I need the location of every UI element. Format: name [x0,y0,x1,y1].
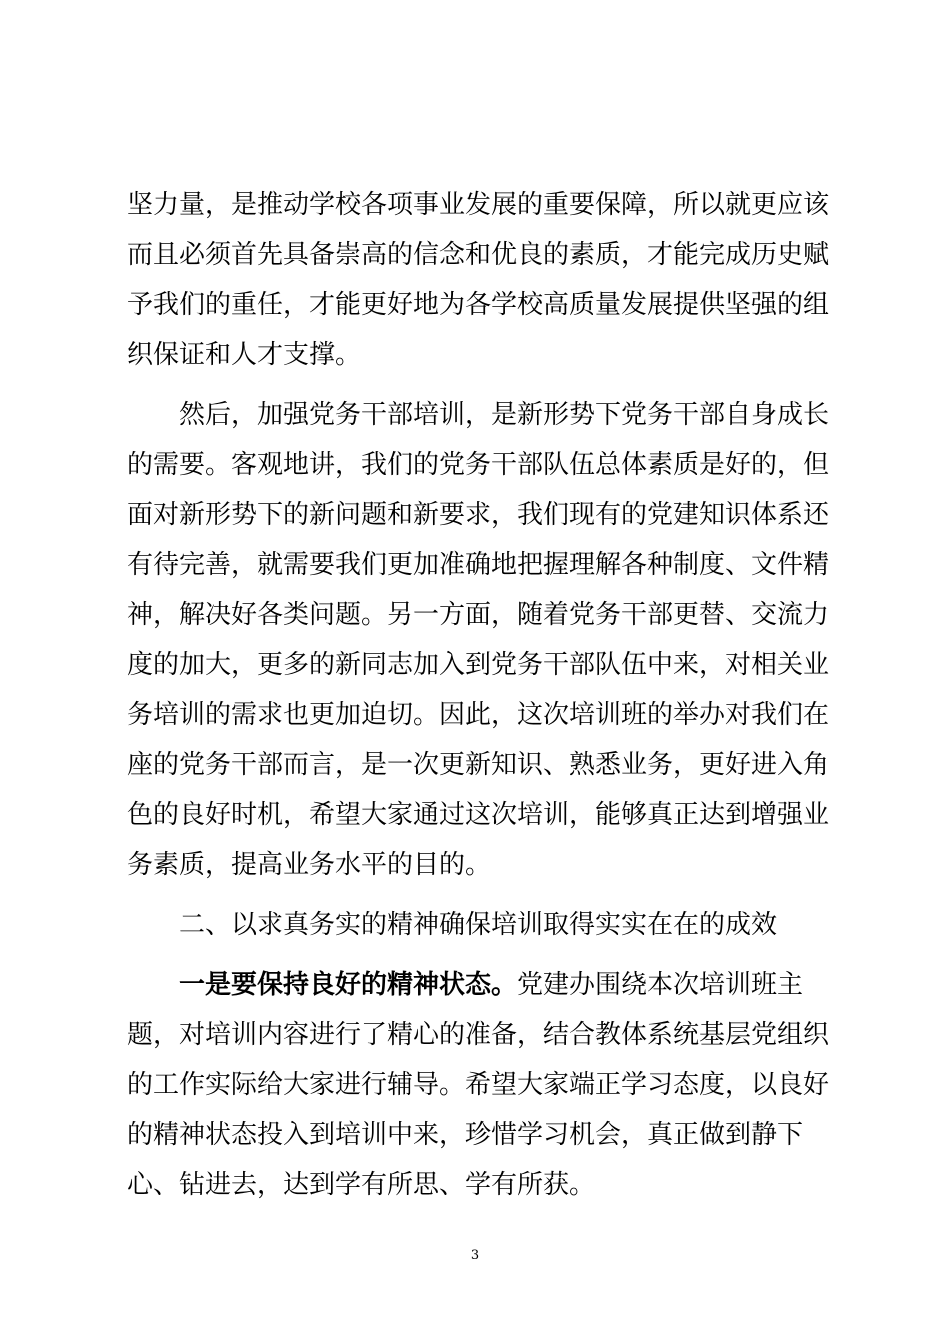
text-line: 有待完善，就需要我们更加准确地把握理解各种制度、文件精 [127,550,830,580]
text-line: 而且必须首先具备崇高的信念和优良的素质，才能完成历史赋 [127,240,830,270]
text-line: 坚力量，是推动学校各项事业发展的重要保障，所以就更应该 [127,190,830,220]
text-line: 心、钻进去，达到学有所思、学有所获。 [127,1170,596,1200]
text-line: 的工作实际给大家进行辅导。希望大家端正学习态度，以良好 [127,1070,830,1100]
section-heading: 二、以求真务实的精神确保培训取得实实在在的成效 [127,910,778,940]
text-line: 色的良好时机，希望大家通过这次培训，能够真正达到增强业 [127,800,830,830]
text-line: 予我们的重任，才能更好地为各学校高质量发展提供坚强的组 [127,290,830,320]
text-line-rest: 党建办围绕本次培训班主 [517,970,804,1000]
text-line: 的需要。客观地讲，我们的党务干部队伍总体素质是好的，但 [127,450,830,480]
text-line: 务培训的需求也更加迫切。因此，这次培训班的举办对我们在 [127,700,830,730]
bold-lead-phrase: 一是要保持良好的精神状态。 [127,970,518,1000]
text-line: 题，对培训内容进行了精心的准备，结合教体系统基层党组织 [127,1020,830,1050]
text-line: 座的党务干部而言，是一次更新知识、熟悉业务，更好进入角 [127,750,830,780]
text-line: 务素质，提高业务水平的目的。 [127,850,492,880]
page-number: 3 [470,1248,480,1263]
text-line: 面对新形势下的新问题和新要求，我们现有的党建知识体系还 [127,500,830,530]
text-line: 神，解决好各类问题。另一方面，随着党务干部更替、交流力 [127,600,830,630]
text-line: 然后，加强党务干部培训，是新形势下党务干部自身成长 [127,400,830,430]
body-text [127,180,837,1210]
text-line [127,960,837,1010]
text-line: 织保证和人才支撑。 [127,340,362,370]
text-line: 度的加大，更多的新同志加入到党务干部队伍中来，对相关业 [127,650,830,680]
text-line: 的精神状态投入到培训中来，珍惜学习机会，真正做到静下 [127,1120,804,1150]
